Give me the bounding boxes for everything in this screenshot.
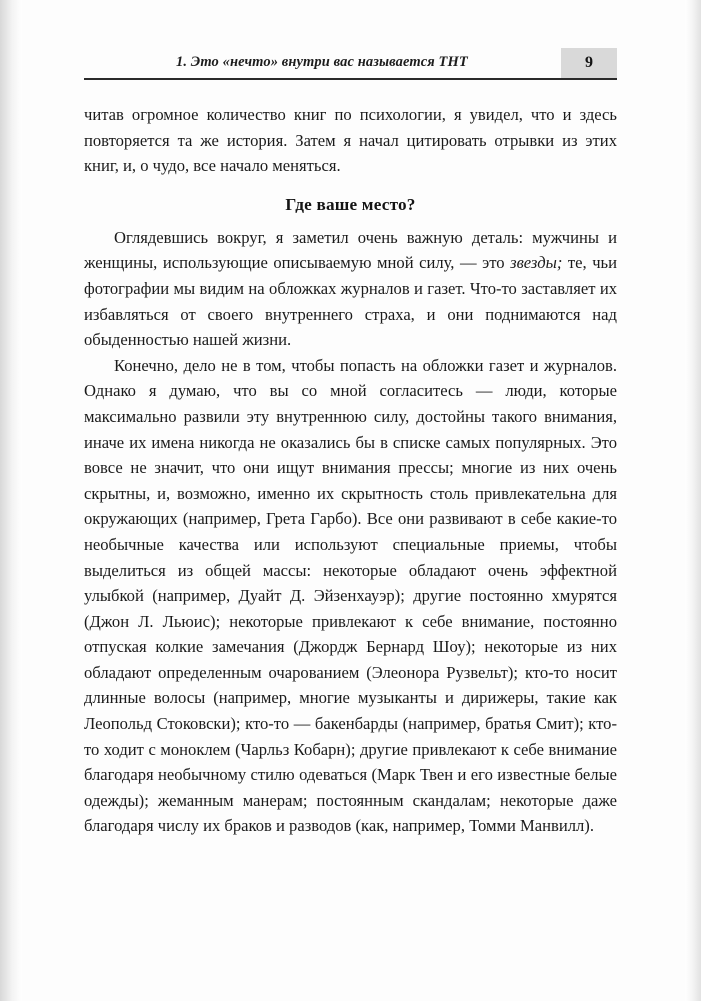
page-number: 9 (585, 54, 593, 71)
running-head (84, 48, 617, 82)
paragraph-stars (84, 225, 617, 353)
paragraph-stars-part2: те, чьи фотографии мы видим на обложках журналов и газет. Что-то заставляет их избавляться от своего внутреннего страха, и они поднимаются над обыденностью нашей жизни. (84, 253, 617, 350)
paragraph-examples: Конечно, дело не в том, чтобы попасть на обложки газет и журналов. Однако я думаю, что вы со мной согласитесь — люди, которые максимально развили эту внутреннюю силу, достойны такого внимания, иначе их имена никогда не оказались бы в списке самых популярных. Это вовсе не значит, что они ищут внимания прессы; многие из них очень скрытны, и, возможно, именно их скрытность столь привлекательна для окружающих (например, Грета Гарбо). Все они развивают в себе какие-то необычные качества или используют специальные приемы, чтобы выделиться из общей массы: некоторые обладают очень эффектной улыбкой (например, Дуайт Д. Эйзенхауэр); другие постоянно хмурятся (Джон Л. Льюис); некоторые привлекают к себе внимание, постоянно отпуская колкие замечания (Джордж Бернард Шоу); некоторые из них обладают определенным очарованием (Элеонора Рузвельт); кто-то носит длинные волосы (например, многие музыканты и дирижеры, такие как Леопольд Стоковски); кто-то — бакенбарды (например, братья Смит); кто-то ходит с моноклем (Чарльз Кобарн); другие привлекают к себе внимание благодаря необычному стилю одеваться (Марк Твен и его известные белые одежды); жеманным манерам; постоянным скандалам; некоторые даже благодаря числу их браков и разводов (как, например, Томми Манвилл). (84, 355, 617, 836)
paragraph-continuation: читав огромное количество книг по психологии, я увидел, что и здесь повторяется та же история. Затем я начал цитировать отрывки из этих книг, и, о чудо, все начало меняться. (84, 105, 617, 176)
page-number-box (561, 48, 617, 80)
running-head-title: 1. Это «нечто» внутри вас называется ТНТ (176, 54, 468, 70)
paragraph-stars-emphasis: звезды; (510, 253, 563, 273)
paragraph-stars-part1: Оглядевшись вокруг, я заметил очень важную деталь: мужчины и женщины, использующие описываемую мной силу, — это (84, 227, 617, 273)
section-heading: Где ваше место? (285, 194, 416, 214)
body-text (84, 102, 617, 839)
header-divider (84, 78, 617, 80)
page-content (84, 48, 617, 839)
